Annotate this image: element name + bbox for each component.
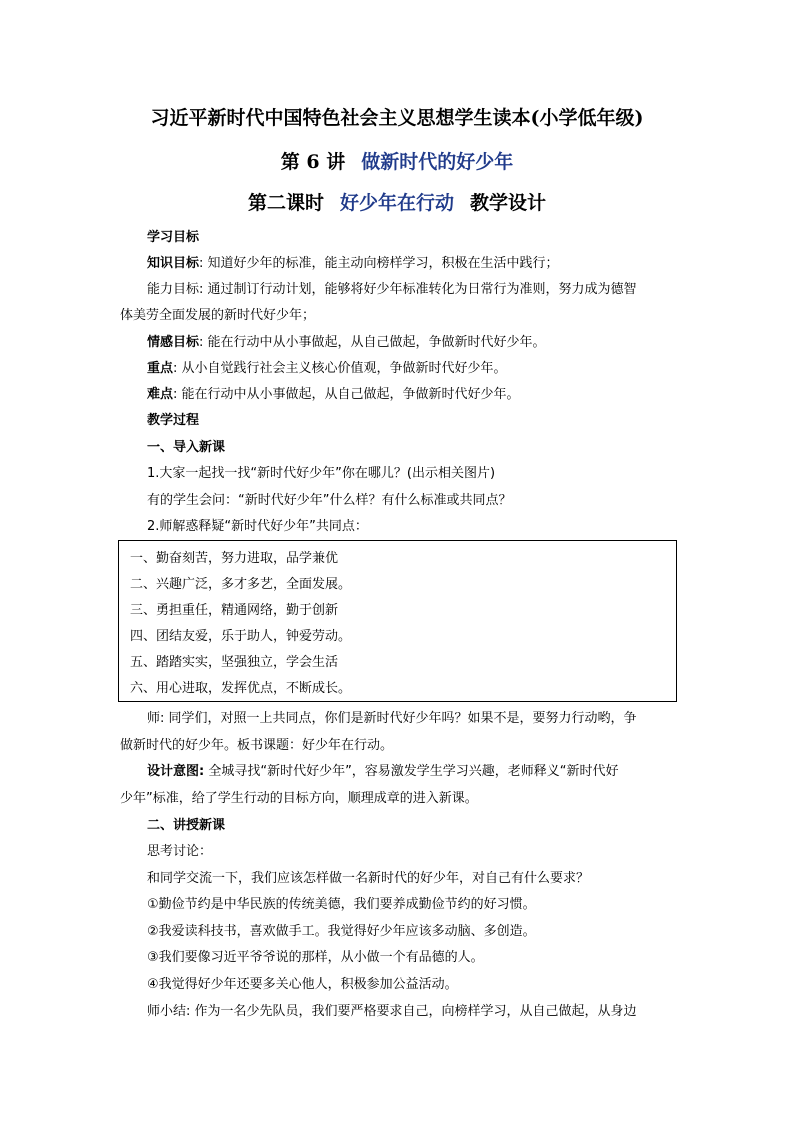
difficulty-text: : 能在行动中从小事做起，从自己做起，争做新时代好少年。 [173, 387, 520, 402]
process-heading: 教学过程 [147, 413, 200, 428]
emotion-objective [147, 335, 707, 351]
standard-item: 四、团结友爱，乐于助人，钟爱劳动。 [130, 629, 352, 644]
difficulty-point [147, 387, 707, 403]
teacher-remark-line-2: 做新时代的好少年。板书课题：好少年在行动。 [120, 738, 394, 753]
discussion-label: 思考讨论： [147, 844, 213, 859]
emotion-text: : 能在行动中从小事做起，从自己做起，争做新时代好少年。 [199, 335, 546, 350]
lesson-number: 第二课时 [247, 192, 324, 214]
teacher-remark-line-1: 师: 同学们，对照一上共同点，你们是新时代好少年吗？如果不是，要努力行动哟，争 [147, 711, 637, 726]
design-label: 设计意图: [147, 764, 205, 779]
section-1-title: 一、导入新课 [147, 440, 226, 455]
objectives-heading: 学习目标 [147, 230, 200, 245]
standards-box [118, 540, 677, 702]
standard-item: 六、用心进取，发挥优点，不断成长。 [130, 681, 352, 696]
discussion-question: 和同学交流一下，我们应该怎样做一名新时代的好少年，对自己有什么要求？ [147, 871, 590, 886]
lecture-number: 第 6 讲 [280, 151, 346, 173]
standard-item: 二、兴趣广泛，多才多艺，全面发展。 [130, 577, 352, 592]
key-point [147, 361, 707, 377]
emotion-label: 情感目标 [147, 335, 200, 350]
section-1-line-3: 2.师解惑释疑“新时代好少年”共同点： [147, 519, 368, 534]
design-intent-line-1 [147, 764, 707, 780]
doc-type: 教学设计 [470, 192, 547, 214]
knowledge-text: : 知道好少年的标准，能主动向榜样学习，积极在生活中践行； [199, 256, 559, 271]
teacher-summary: 师小结: 作为一名少先队员，我们要严格要求自己，向榜样学习，从自己做起，从身边 [147, 1004, 637, 1019]
knowledge-objective [147, 256, 707, 272]
ability-objective-line-1: 能力目标: 通过制订行动计划，能够将好少年标准转化为日常行为准则，努力成为德智 [147, 282, 637, 297]
standard-item: 五、踏踏实实，坚强独立，学会生活 [130, 655, 339, 670]
section-1-line-1: 1.大家一起找一找“新时代好少年”你在哪儿？(出示相关图片) [147, 466, 496, 481]
lecture-heading [0, 147, 794, 174]
section-2-title: 二、讲授新课 [147, 818, 226, 833]
section-1-line-2: 有的学生会问：“新时代好少年”什么样？有什么标准或共同点？ [147, 493, 512, 508]
difficulty-label: 难点 [147, 387, 174, 402]
answer-item: ④我觉得好少年还要多关心他人，积极参加公益活动。 [147, 977, 458, 992]
ability-objective-line-2: 体美劳全面发展的新时代好少年； [120, 308, 316, 323]
standard-item: 三、勇担重任，精通网络，勤于创新 [130, 603, 339, 618]
answer-item: ②我爱读科技书，喜欢做手工。我觉得好少年应该多动脑、多创造。 [147, 924, 536, 939]
key-label: 重点 [147, 361, 174, 376]
lecture-title: 做新时代的好少年 [361, 151, 514, 173]
design-text: 全城寻找“新时代好少年”，容易激发学生学习兴趣，老师释义“新时代好 [204, 764, 619, 779]
knowledge-label: 知识目标 [147, 256, 200, 271]
key-text: : 从小自觉践行社会主义核心价值观，争做新时代好少年。 [173, 361, 507, 376]
standard-item: 一、勤奋刻苦，努力进取，品学兼优 [130, 551, 339, 566]
answer-item: ③我们要像习近平爷爷说的那样，从小做一个有品德的人。 [147, 950, 484, 965]
lesson-title: 好少年在行动 [339, 192, 454, 214]
book-title: 习近平新时代中国特色社会主义思想学生读本(小学低年级) [150, 107, 644, 129]
lesson-heading [0, 188, 794, 215]
answer-item: ①勤俭节约是中华民族的传统美德，我们要养成勤俭节约的好习惯。 [147, 897, 536, 912]
design-intent-line-2: 少年”标准，给了学生行动的目标方向，顺理成章的进入新课。 [120, 791, 478, 806]
